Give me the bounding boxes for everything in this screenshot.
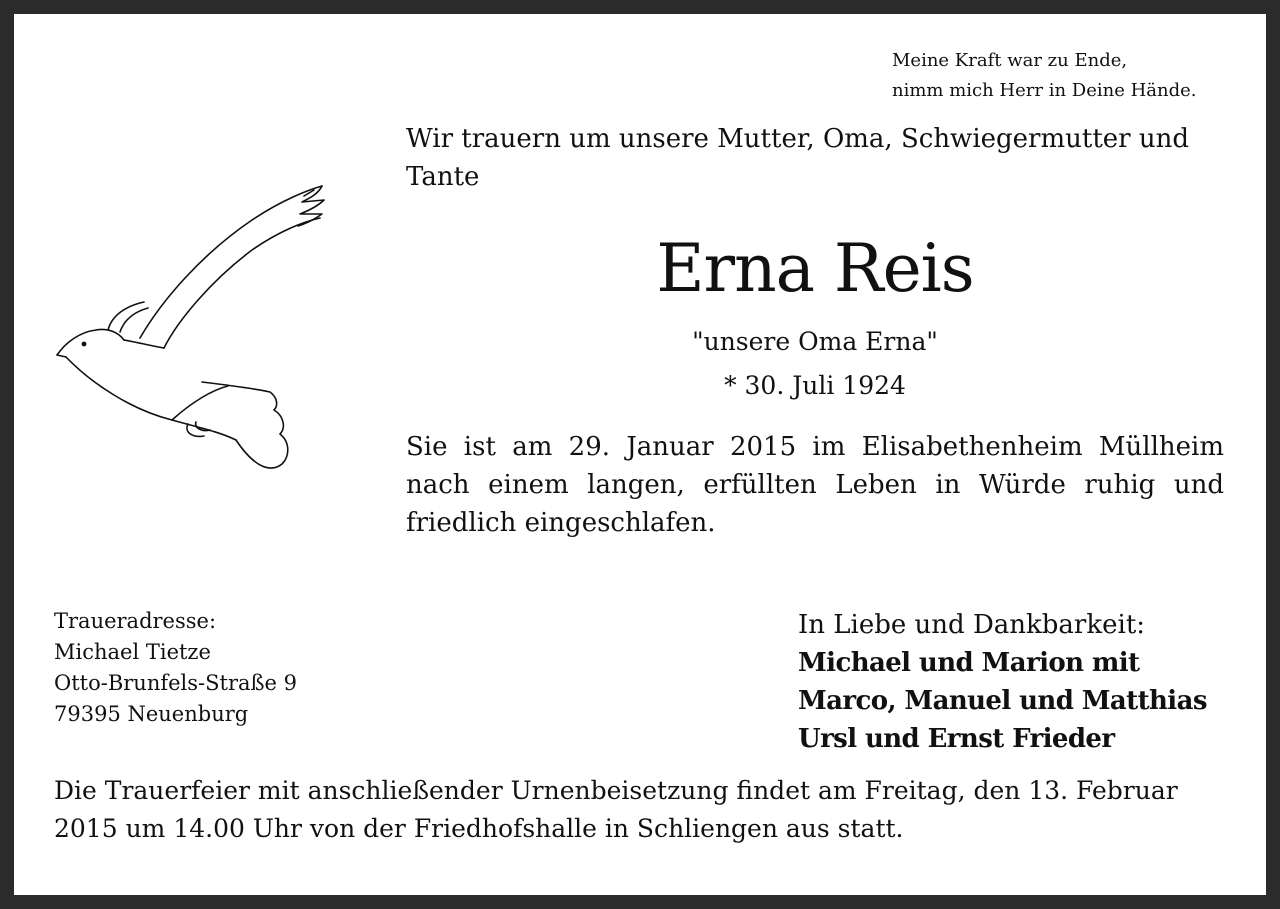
dove-icon <box>52 170 334 474</box>
birth-date: * 30. Juli 1924 <box>724 371 906 400</box>
address-street: Otto-Brunfels-Straße 9 <box>54 671 298 695</box>
motto-verse <box>892 46 1242 106</box>
deceased-name: Erna Reis <box>656 230 974 307</box>
obituary-notice <box>14 14 1266 895</box>
mourning-address <box>54 606 374 730</box>
death-notice-text: Sie ist am 29. Januar 2015 im Elisabethenheim Müllheim nach einem langen, erfüllten Leben in Würde ruhig und friedlich eingeschlafen. <box>406 432 1224 538</box>
mourners-line-3: Ursl und Ernst Frieder <box>798 724 1115 754</box>
address-label: Traueradresse: <box>54 609 217 633</box>
address-name: Michael Tietze <box>54 640 211 664</box>
mourners-line-1: Michael und Marion mit <box>798 648 1140 678</box>
motto-line-2: nimm mich Herr in Deine Hände. <box>892 80 1197 101</box>
mourners-block <box>798 606 1238 758</box>
mourners-heading: In Liebe und Dankbarkeit: <box>798 610 1146 640</box>
ceremony-text: Die Trauerfeier mit anschließender Urnenbeisetzung findet am Freitag, den 13. Februar 2015 um 14.00 Uhr von der Friedhofshalle in Schliengen aus statt. <box>54 776 1178 843</box>
motto-line-1: Meine Kraft war zu Ende, <box>892 50 1128 71</box>
nickname: "unsere Oma Erna" <box>692 327 938 356</box>
address-city: 79395 Neuenburg <box>54 702 249 726</box>
mourners-line-2: Marco, Manuel und Matthias <box>798 686 1207 716</box>
intro-text: Wir trauern um unsere Mutter, Oma, Schwiegermutter und Tante <box>406 124 1189 192</box>
